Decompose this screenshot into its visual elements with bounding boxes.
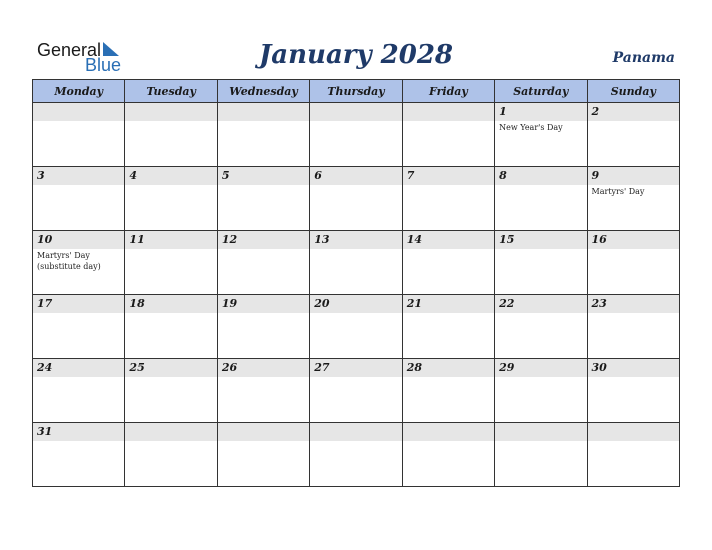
holiday-label: [33, 185, 124, 186]
weekday-header: Sunday: [587, 80, 679, 103]
holiday-label: [125, 121, 216, 122]
holiday-label: [588, 441, 679, 442]
day-number: 12: [221, 233, 238, 246]
day-number: 18: [129, 297, 145, 310]
logo-text-general: General: [37, 40, 102, 60]
day-header-bar: [33, 103, 124, 121]
day-header-bar: [588, 231, 679, 249]
holiday-label: [588, 121, 679, 122]
weekday-header: Saturday: [495, 80, 587, 103]
day-number: 20: [314, 297, 330, 310]
holiday-label: [218, 249, 309, 250]
day-number: 24: [37, 361, 53, 374]
day-cell: [587, 423, 679, 487]
day-header-bar: [310, 423, 401, 441]
holiday-label: [33, 313, 124, 314]
week-row: [33, 295, 680, 359]
holiday-label: [310, 313, 401, 314]
day-number: 27: [314, 361, 330, 374]
day-header-bar: [495, 359, 586, 377]
day-cell: [217, 167, 309, 231]
day-number: 14: [406, 233, 422, 246]
day-cell: [587, 359, 679, 423]
day-header-bar: [588, 167, 679, 185]
holiday-label: [495, 313, 586, 314]
week-row: [33, 359, 680, 423]
holiday-label: [588, 249, 679, 250]
holiday-label: [495, 249, 586, 250]
day-cell: [402, 103, 494, 167]
day-header-bar: [588, 423, 679, 441]
day-header-bar: [403, 167, 494, 185]
holiday-label: [495, 377, 586, 378]
weekday-header: Friday: [402, 80, 494, 103]
holiday-label: [403, 249, 494, 250]
day-number: 7: [406, 169, 415, 182]
holiday-label: [403, 313, 494, 314]
week-row: [33, 103, 680, 167]
day-header-bar: [125, 295, 216, 313]
day-cell: [495, 167, 587, 231]
day-cell: [125, 359, 217, 423]
day-cell: [125, 167, 217, 231]
day-cell: [310, 423, 402, 487]
day-header-bar: [310, 295, 401, 313]
day-cell: [217, 423, 309, 487]
holiday-label: [218, 185, 309, 186]
day-number: 17: [37, 297, 53, 310]
day-number: 9: [591, 169, 600, 182]
day-cell: [402, 295, 494, 359]
day-cell: [310, 167, 402, 231]
holiday-label: New Year's Day: [499, 123, 563, 132]
holiday-label: [125, 249, 216, 250]
day-header-bar: [218, 423, 309, 441]
day-cell: [495, 231, 587, 295]
day-number: 22: [499, 297, 515, 310]
day-cell: [33, 423, 125, 487]
day-number: 28: [406, 361, 422, 374]
day-header-bar: [495, 167, 586, 185]
week-row: [33, 231, 680, 295]
calendar-grid: [32, 79, 680, 487]
holiday-label: [218, 377, 309, 378]
day-number: 5: [221, 169, 230, 182]
day-number: 23: [591, 297, 607, 310]
day-header-bar: [495, 423, 586, 441]
holiday-label: [403, 441, 494, 442]
day-header-bar: [588, 359, 679, 377]
day-cell: [125, 423, 217, 487]
holiday-label: [218, 121, 309, 122]
day-header-bar: [403, 231, 494, 249]
holiday-label: [33, 377, 124, 378]
holiday-label: [588, 377, 679, 378]
day-cell: [402, 423, 494, 487]
logo-text-blue: Blue: [85, 55, 122, 75]
holiday-label: [218, 441, 309, 442]
calendar-title: January 2028: [258, 40, 454, 70]
day-cell: [125, 295, 217, 359]
day-header-bar: [125, 359, 216, 377]
holiday-label: [495, 441, 586, 442]
holiday-label: [403, 185, 494, 186]
country-name: Panama: [612, 50, 675, 66]
holiday-label: [403, 377, 494, 378]
day-header-bar: [310, 167, 401, 185]
holiday-label: [125, 441, 216, 442]
week-row: [33, 423, 680, 487]
day-header-bar: [125, 103, 216, 121]
day-cell: [217, 295, 309, 359]
holiday-label: [310, 441, 401, 442]
day-header-bar: [33, 359, 124, 377]
day-cell: [495, 359, 587, 423]
day-header-bar: [125, 231, 216, 249]
day-number: 8: [499, 169, 507, 182]
day-header-bar: [125, 423, 216, 441]
day-cell: [402, 231, 494, 295]
day-header-bar: [33, 167, 124, 185]
holiday-label: [33, 441, 124, 442]
day-header-bar: [310, 103, 401, 121]
day-cell: [33, 231, 125, 295]
day-cell: [33, 103, 125, 167]
week-row: [33, 167, 680, 231]
day-cell: [495, 423, 587, 487]
day-cell: [310, 359, 402, 423]
day-cell: [495, 295, 587, 359]
day-cell: [587, 231, 679, 295]
day-cell: [33, 167, 125, 231]
day-number: 31: [37, 425, 53, 438]
day-number: 2: [591, 105, 600, 118]
day-cell: [587, 295, 679, 359]
holiday-label: [218, 313, 309, 314]
day-header-bar: [125, 167, 216, 185]
day-header-bar: [403, 103, 494, 121]
day-number: 15: [499, 233, 515, 246]
day-header-bar: [495, 103, 586, 121]
holiday-label: Martyrs' Day: [591, 187, 645, 196]
day-header-bar: [403, 359, 494, 377]
day-cell: [310, 103, 402, 167]
holiday-label: [33, 121, 124, 122]
day-header-bar: [310, 231, 401, 249]
day-cell: [125, 103, 217, 167]
weekday-header: Tuesday: [125, 80, 217, 103]
day-header-bar: [403, 295, 494, 313]
day-header-bar: [218, 295, 309, 313]
holiday-label: [125, 377, 216, 378]
day-cell: [310, 295, 402, 359]
day-cell: [125, 231, 217, 295]
day-header-bar: [218, 231, 309, 249]
day-number: 3: [37, 169, 45, 182]
day-cell: [217, 103, 309, 167]
day-header-bar: [218, 359, 309, 377]
day-header-bar: [33, 295, 124, 313]
holiday-label: [125, 185, 216, 186]
day-cell: [33, 295, 125, 359]
day-number: 25: [129, 361, 145, 374]
weekday-header: Thursday: [310, 80, 402, 103]
holiday-label: [588, 313, 679, 314]
day-cell: [587, 167, 679, 231]
day-header-bar: [588, 295, 679, 313]
holiday-label: [310, 185, 401, 186]
day-header-bar: [495, 231, 586, 249]
day-number: 21: [406, 297, 422, 310]
day-header-bar: [403, 423, 494, 441]
day-cell: [217, 231, 309, 295]
day-number: 4: [129, 169, 138, 182]
day-number: 11: [129, 233, 145, 246]
day-header-bar: [33, 423, 124, 441]
day-number: 13: [314, 233, 330, 246]
day-header-bar: [33, 231, 124, 249]
holiday-label: [310, 121, 401, 122]
day-number: 29: [499, 361, 515, 374]
day-header-bar: [218, 103, 309, 121]
day-cell: [495, 103, 587, 167]
day-number: 30: [591, 361, 607, 374]
weekday-header: Wednesday: [217, 80, 309, 103]
weekday-header-row: [33, 80, 680, 103]
holiday-label: [310, 377, 401, 378]
day-header-bar: [218, 167, 309, 185]
day-number: 16: [591, 233, 607, 246]
day-cell: [310, 231, 402, 295]
day-cell: [33, 359, 125, 423]
day-number: 10: [37, 233, 53, 246]
holiday-label: [125, 313, 216, 314]
day-number: 1: [499, 105, 507, 118]
holiday-label: [403, 121, 494, 122]
day-number: 26: [221, 361, 238, 374]
day-cell: [217, 359, 309, 423]
weekday-header: Monday: [33, 80, 125, 103]
day-header-bar: [588, 103, 679, 121]
holiday-label: [310, 249, 401, 250]
holiday-label: Martyrs' Day (substitute day): [37, 251, 101, 271]
day-number: 19: [221, 297, 238, 310]
holiday-label: [495, 185, 586, 186]
day-number: 6: [314, 169, 322, 182]
day-cell: [402, 167, 494, 231]
day-header-bar: [495, 295, 586, 313]
day-cell: [402, 359, 494, 423]
day-header-bar: [310, 359, 401, 377]
day-cell: [587, 103, 679, 167]
